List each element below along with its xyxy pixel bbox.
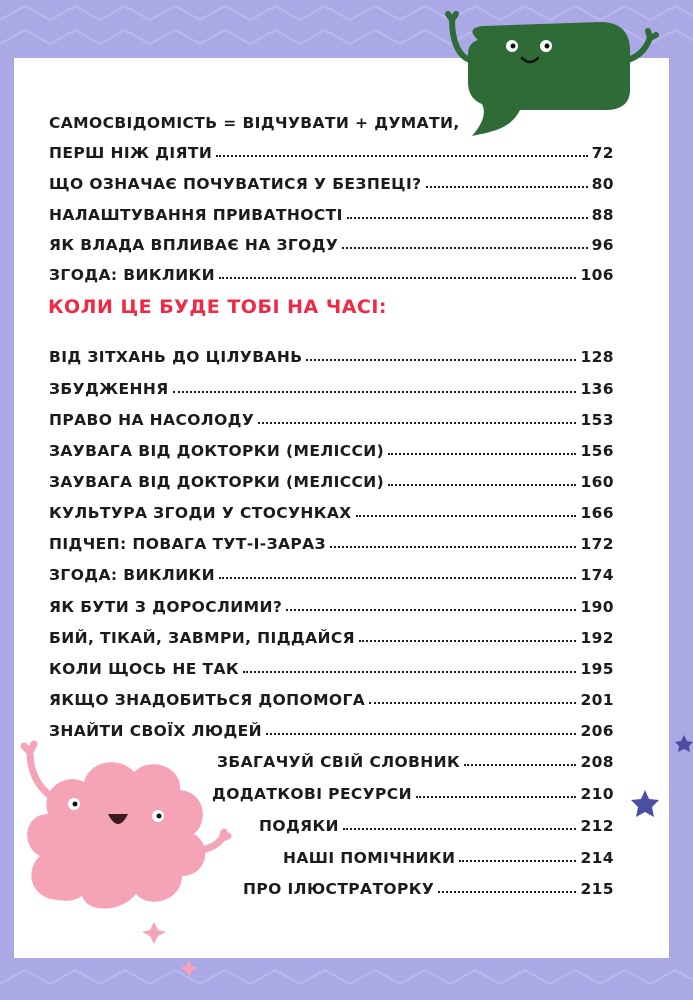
dot-leader <box>388 453 576 455</box>
toc-entry[interactable] <box>49 403 614 429</box>
toc-entry-title: БИЙ, ТІКАЙ, ЗАВМРИ, ПІДДАЙСЯ <box>49 629 355 647</box>
toc-page-number: 153 <box>580 411 614 429</box>
toc-entry[interactable] <box>49 714 614 740</box>
toc-entry[interactable] <box>49 372 614 398</box>
toc-entry-title: НАШІ ПОМІЧНИКИ <box>283 849 456 867</box>
toc-entry[interactable] <box>49 621 614 647</box>
toc-entry-title: ЩО ОЗНАЧАЄ ПОЧУВАТИСЯ У БЕЗПЕЦІ? <box>49 175 422 193</box>
dot-leader <box>306 359 576 361</box>
toc-page-number: 215 <box>580 880 614 898</box>
toc-entry[interactable] <box>49 465 614 491</box>
toc-entry-title: ПРАВО НА НАСОЛОДУ <box>49 411 255 429</box>
toc-entry[interactable] <box>49 198 614 224</box>
toc-page-number: 72 <box>591 144 614 162</box>
toc-entry-title: ЯК ВЛАДА ВПЛИВАЄ НА ЗГОДУ <box>49 236 339 254</box>
toc-entry-title: ПОДЯКИ <box>259 817 339 835</box>
dot-leader <box>343 828 577 830</box>
toc-entry-title: ЗГОДА: ВИКЛИКИ <box>49 266 216 284</box>
toc-entry-title: ДОДАТКОВІ РЕСУРСИ <box>212 785 412 803</box>
toc-entry[interactable] <box>259 809 614 835</box>
toc-entry-title: ВІД ЗІТХАНЬ ДО ЦІЛУВАНЬ <box>49 348 303 366</box>
toc-entry[interactable] <box>217 745 614 771</box>
toc-entry[interactable] <box>49 167 614 193</box>
toc-entry-title: ЗГОДА: ВИКЛИКИ <box>49 566 216 584</box>
toc-entry[interactable] <box>283 841 614 867</box>
toc-entry[interactable] <box>49 434 614 460</box>
toc-entry[interactable] <box>49 136 614 162</box>
dot-leader <box>356 515 577 517</box>
dot-leader <box>286 609 576 611</box>
toc-entry-title: ЯК БУТИ З ДОРОСЛИМИ? <box>49 598 283 616</box>
toc-page-number: 208 <box>580 753 614 771</box>
toc-entry-title: ПРО ІЛЮСТРАТОРКУ <box>243 880 435 898</box>
toc-page-number: 190 <box>580 598 614 616</box>
toc-entry[interactable] <box>49 590 614 616</box>
toc-page-number: 128 <box>580 348 614 366</box>
dot-leader <box>416 796 576 798</box>
dot-leader <box>219 277 576 279</box>
dot-leader <box>173 391 577 393</box>
toc-page-number: 192 <box>580 629 614 647</box>
toc-entry[interactable] <box>49 496 614 522</box>
toc-page-number: 106 <box>580 266 614 284</box>
toc-page-number: 166 <box>580 504 614 522</box>
dot-leader <box>426 186 588 188</box>
dot-leader <box>219 577 576 579</box>
toc-entry[interactable] <box>49 652 614 678</box>
toc-page-number: 156 <box>580 442 614 460</box>
toc-page-number: 195 <box>580 660 614 678</box>
toc-page-number: 206 <box>580 722 614 740</box>
toc-entry-title: ЗАУВАГА ВІД ДОКТОРКИ (МЕЛІССИ) <box>49 442 385 460</box>
dot-leader <box>388 484 576 486</box>
toc-entry[interactable] <box>49 683 614 709</box>
toc-page-number: 80 <box>591 175 614 193</box>
toc-entry[interactable] <box>243 872 614 898</box>
dot-leader <box>243 671 576 673</box>
toc-entry-title: НАЛАШТУВАННЯ ПРИВАТНОСТІ <box>49 206 343 224</box>
dot-leader <box>330 546 576 548</box>
dot-leader <box>369 702 576 704</box>
toc-entry-title: ЗБУДЖЕННЯ <box>49 380 169 398</box>
dot-leader <box>359 640 576 642</box>
toc-page-number: 136 <box>580 380 614 398</box>
toc-entry[interactable] <box>212 777 614 803</box>
toc-entry-title: ПЕРШ НІЖ ДІЯТИ <box>49 144 213 162</box>
toc-entry-title: ЗБАГАЧУЙ СВІЙ СЛОВНИК <box>217 753 461 771</box>
dot-leader <box>464 764 576 766</box>
dot-leader <box>347 217 588 219</box>
dot-leader <box>438 891 576 893</box>
toc-entry-title: ЗНАЙТИ СВОЇХ ЛЮДЕЙ <box>49 722 263 740</box>
toc-entry-title: КУЛЬТУРА ЗГОДИ У СТОСУНКАХ <box>49 504 352 522</box>
dot-leader <box>216 155 587 157</box>
toc-entry[interactable] <box>49 558 614 584</box>
toc-entry[interactable] <box>49 228 614 254</box>
toc-page-number: 201 <box>580 691 614 709</box>
dot-leader <box>266 733 576 735</box>
toc-page-number: 172 <box>580 535 614 553</box>
toc-page-number: 174 <box>580 566 614 584</box>
toc-page-number: 210 <box>580 785 614 803</box>
toc-entry-title: КОЛИ ЩОСЬ НЕ ТАК <box>49 660 239 678</box>
toc-page-number: 160 <box>580 473 614 491</box>
toc-page-number: 212 <box>580 817 614 835</box>
toc-entry-title: ПІДЧЕП: ПОВАГА ТУТ-І-ЗАРАЗ <box>49 535 326 553</box>
toc-page-number: 88 <box>591 206 614 224</box>
dot-leader <box>459 860 576 862</box>
toc-entry-title: САМОСВІДОМІСТЬ = ВІДЧУВАТИ + ДУМАТИ, <box>49 114 460 132</box>
section-heading: КОЛИ ЦЕ БУДЕ ТОБІ НА ЧАСІ: <box>48 296 388 318</box>
toc-entry-title: ЯКЩО ЗНАДОБИТЬСЯ ДОПОМОГА <box>49 691 366 709</box>
toc-page-number: 96 <box>591 236 614 254</box>
dot-leader <box>258 422 576 424</box>
toc-entry[interactable] <box>49 527 614 553</box>
toc-entry-title: ЗАУВАГА ВІД ДОКТОРКИ (МЕЛІССИ) <box>49 473 385 491</box>
toc-entry[interactable] <box>49 340 614 366</box>
toc-page-number: 214 <box>580 849 614 867</box>
toc-entry[interactable] <box>49 258 614 284</box>
dot-leader <box>342 247 587 249</box>
